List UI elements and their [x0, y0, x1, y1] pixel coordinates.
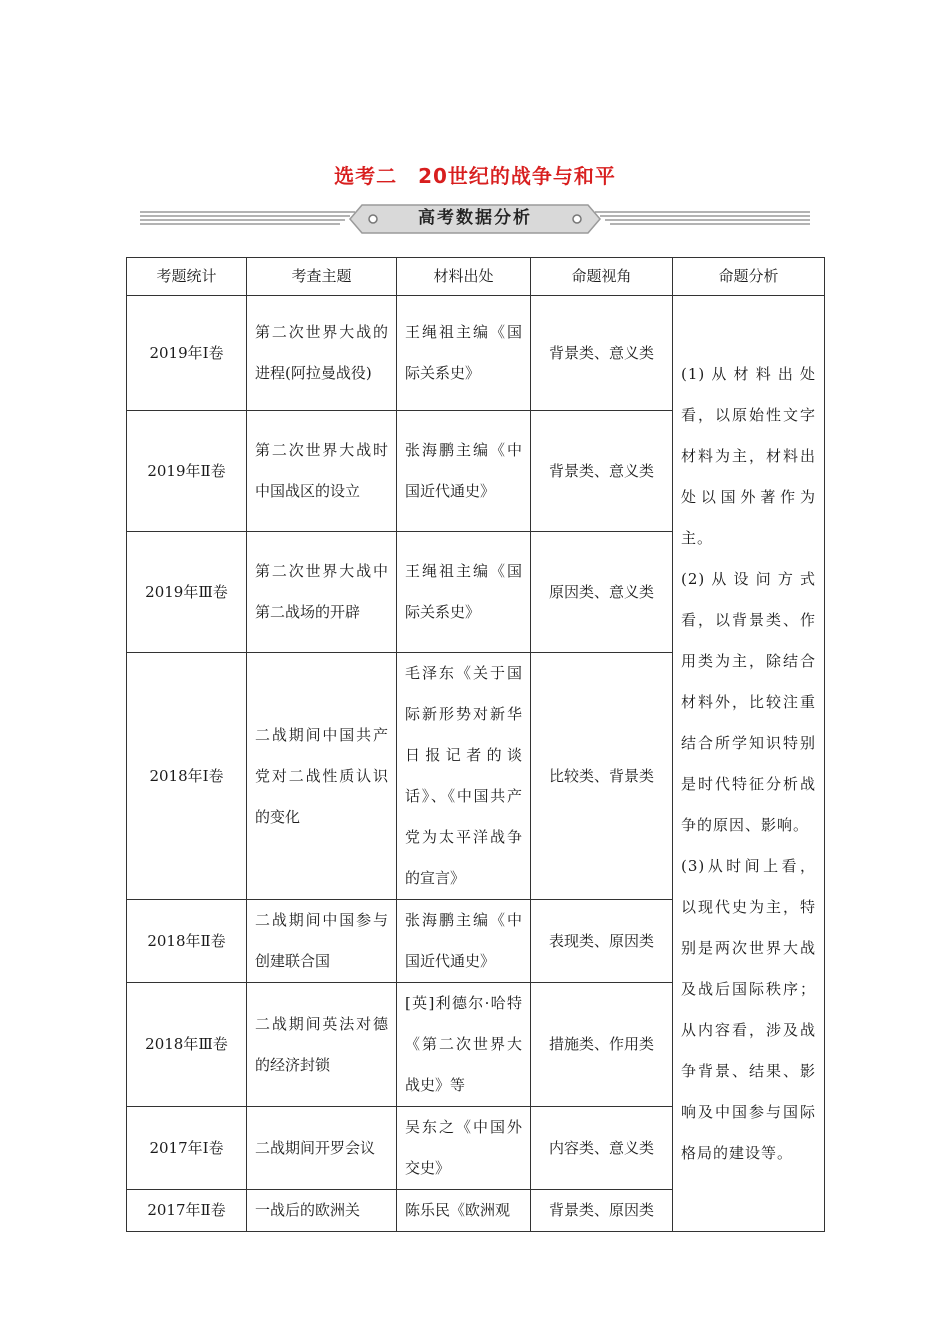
cell-angle: 背景类、意义类 — [531, 296, 673, 411]
analysis-point-2: (2)从设问方式看，以背景类、作用类为主，除结合材料外，比较注重结合所学知识特别是时代特征分析战争的原因、影响。 — [681, 569, 816, 834]
cell-angle: 原因类、意义类 — [531, 532, 673, 653]
header-source: 材料出处 — [397, 258, 531, 296]
cell-exam: 2017年Ⅱ卷 — [127, 1190, 247, 1232]
cell-angle: 背景类、意义类 — [531, 411, 673, 532]
cell-analysis — [673, 296, 825, 1232]
cell-exam: 2019年Ⅱ卷 — [127, 411, 247, 532]
cell-exam: 2019年Ⅰ卷 — [127, 296, 247, 411]
cell-source: 张海鹏主编《中国近代通史》 — [397, 411, 531, 532]
cell-source: 张海鹏主编《中国近代通史》 — [397, 900, 531, 983]
cell-topic: 一战后的欧洲关 — [247, 1190, 397, 1232]
cell-exam: 2017年Ⅰ卷 — [127, 1107, 247, 1190]
cell-angle: 措施类、作用类 — [531, 983, 673, 1107]
exam-analysis-table — [126, 257, 825, 1232]
cell-source: 陈乐民《欧洲观 — [397, 1190, 531, 1232]
cell-angle: 背景类、原因类 — [531, 1190, 673, 1232]
cell-topic: 第二次世界大战的进程(阿拉曼战役) — [247, 296, 397, 411]
cell-angle: 比较类、背景类 — [531, 653, 673, 900]
cell-topic: 第二次世界大战中第二战场的开辟 — [247, 532, 397, 653]
cell-topic: 二战期间开罗会议 — [247, 1107, 397, 1190]
cell-topic: 二战期间中国共产党对二战性质认识的变化 — [247, 653, 397, 900]
analysis-point-3: (3)从时间上看，以现代史为主，特别是两次世界大战及战后国际秩序；从内容看，涉及战争背景、结果、影响及中国参与国际格局的建设等。 — [681, 856, 816, 1162]
header-analysis: 命题分析 — [673, 258, 825, 296]
cell-topic: 第二次世界大战时中国战区的设立 — [247, 411, 397, 532]
page-title: 选考二 20世纪的战争与和平 — [334, 164, 616, 188]
cell-topic: 二战期间英法对德的经济封锁 — [247, 983, 397, 1107]
header-topic: 考查主题 — [247, 258, 397, 296]
cell-angle: 内容类、意义类 — [531, 1107, 673, 1190]
analysis-point-1: (1)从材料出处看，以原始性文字材料为主，材料出处以国外著作为主。 — [681, 364, 816, 547]
cell-exam: 2018年Ⅱ卷 — [127, 900, 247, 983]
header-exam: 考题统计 — [127, 258, 247, 296]
cell-source: 吴东之《中国外交史》 — [397, 1107, 531, 1190]
cell-source: [英]利德尔·哈特《第二次世界大战史》等 — [397, 983, 531, 1107]
cell-exam: 2018年Ⅲ卷 — [127, 983, 247, 1107]
table-row — [127, 296, 825, 411]
header-angle: 命题视角 — [531, 258, 673, 296]
cell-topic: 二战期间中国参与创建联合国 — [247, 900, 397, 983]
cell-source: 王绳祖主编《国际关系史》 — [397, 532, 531, 653]
cell-exam: 2019年Ⅲ卷 — [127, 532, 247, 653]
cell-exam: 2018年Ⅰ卷 — [127, 653, 247, 900]
cell-source: 王绳祖主编《国际关系史》 — [397, 296, 531, 411]
cell-source: 毛泽东《关于国际新形势对新华日报记者的谈话》、《中国共产党为太平洋战争的宣言》 — [397, 653, 531, 900]
table-header-row — [127, 258, 825, 296]
banner-label: 高考数据分析 — [418, 208, 532, 228]
cell-angle: 表现类、原因类 — [531, 900, 673, 983]
